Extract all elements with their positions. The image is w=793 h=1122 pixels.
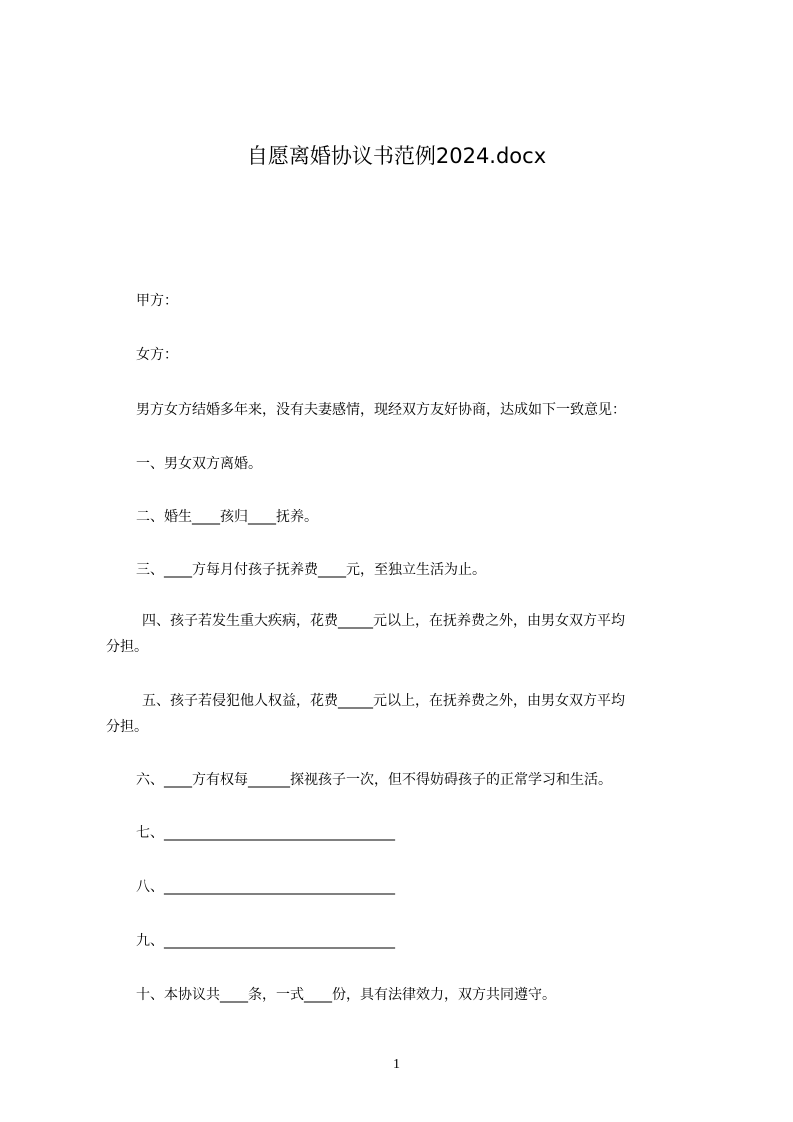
clause-1: 一、男女双方离婚。 xyxy=(136,456,262,472)
intro-paragraph: 男方女方结婚多年来，没有夫妻感情，现经双方友好协商，达成如下一致意见： xyxy=(136,402,626,418)
clause-3: 三、____方每月付孩子抚养费____元，至独立生活为止。 xyxy=(136,562,486,578)
clause-7: 七、_________________________________ xyxy=(136,825,395,841)
clause-4-line-2: 分担。 xyxy=(106,639,148,655)
clause-6: 六、____方有权每______探视孩子一次，但不得妨碍孩子的正常学习和生活。 xyxy=(136,772,612,788)
clause-8: 八、_________________________________ xyxy=(136,879,395,895)
clause-2: 二、婚生____孩归____抚养。 xyxy=(136,509,318,525)
party-a-line: 甲方： xyxy=(136,293,178,309)
party-b-line: 女方： xyxy=(136,347,178,363)
clause-4-line-1: 四、孩子若发生重大疾病，花费_____元以上，在抚养费之外，由男女双方平均 xyxy=(142,613,625,629)
document-title: 自愿离婚协议书范例2024.docx xyxy=(246,144,547,168)
page-number: 1 xyxy=(393,1057,400,1072)
clause-5-line-1: 五、孩子若侵犯他人权益，花费_____元以上，在抚养费之外，由男女双方平均 xyxy=(142,693,625,709)
clause-5-line-2: 分担。 xyxy=(106,719,148,735)
clause-10: 十、本协议共____条，一式____份，具有法律效力，双方共同遵守。 xyxy=(136,987,556,1003)
clause-9: 九、_________________________________ xyxy=(136,933,395,949)
